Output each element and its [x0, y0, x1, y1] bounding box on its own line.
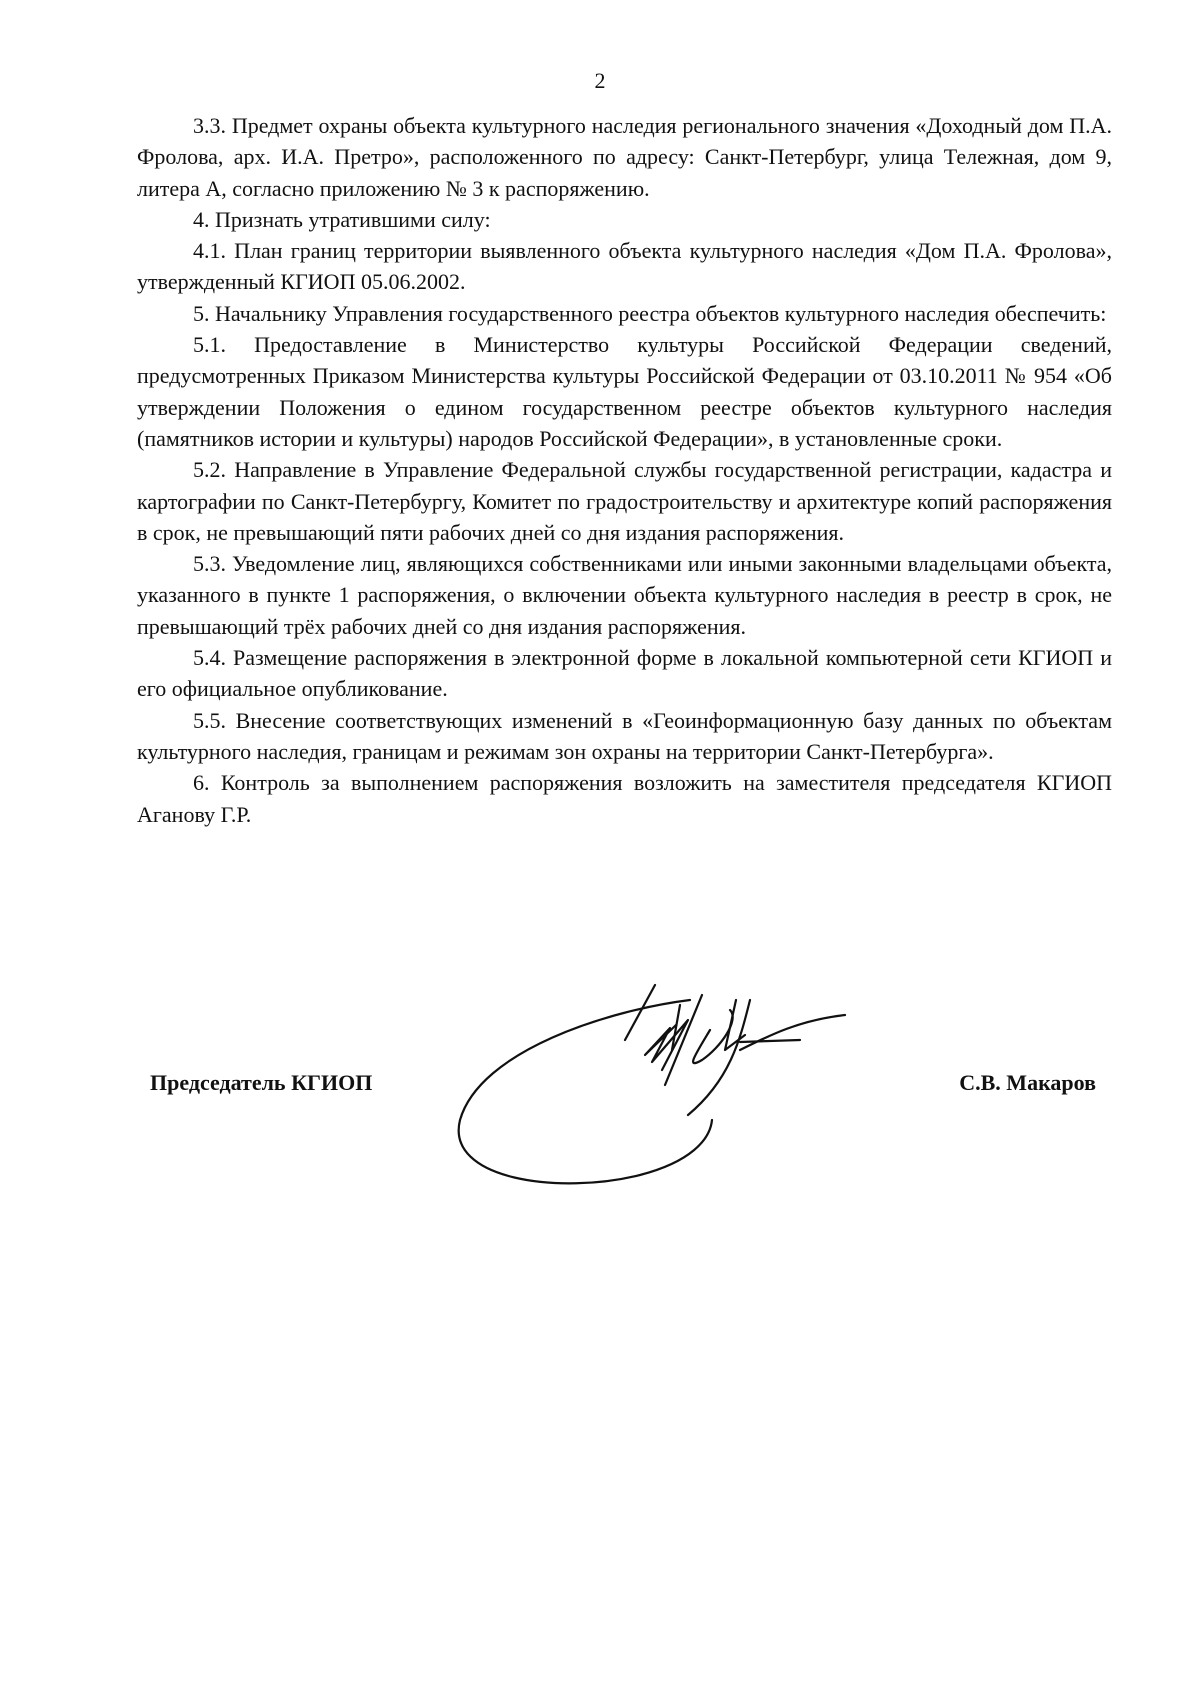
handwritten-signature-icon: [440, 980, 900, 1210]
paragraph-5-2: 5.2. Направление в Управление Федеральной службы государственной регистрации, кадастра и картографии по Санкт-Петербургу, Комитет по градостроительству и архитектуре копий распоряжения в срок, не превышающий пяти рабочих дней со дня издания распоряжения.: [137, 457, 1112, 545]
paragraph-5: 5. Начальнику Управления государственного реестра объектов культурного наследия обеспечить:: [193, 300, 1107, 326]
signer-name: С.В. Макаров: [959, 1070, 1096, 1095]
paragraph-5-5: 5.5. Внесение соответствующих изменений в «Геоинформационную базу данных по объектам культурного наследия, границам и режимам зон охраны на территории Санкт-Петербурга».: [137, 707, 1112, 764]
paragraph-4: 4. Признать утратившими силу:: [193, 206, 491, 232]
page-number: 2: [594, 68, 606, 93]
document-body: [137, 110, 1112, 830]
signer-position: Председатель КГИОП: [150, 1070, 373, 1095]
paragraph-3-3: 3.3. Предмет охраны объекта культурного наследия регионального значения «Доходный дом П.А. Фролова, арх. И.А. Претро», расположенного по адресу: Санкт-Петербург, улица Тележная, дом 9, литера А, согласно приложению № 3 к распоряжению.: [137, 113, 1112, 201]
paragraph-4-1: 4.1. План границ территории выявленного объекта культурного наследия «Дом П.А. Фролова», утвержденный КГИОП 05.06.2002.: [137, 238, 1112, 295]
paragraph-6: 6. Контроль за выполнением распоряжения возложить на заместителя председателя КГИОП Аганову Г.Р.: [137, 770, 1112, 827]
paragraph-5-1: 5.1. Предоставление в Министерство культуры Российской Федерации сведений, предусмотренных Приказом Министерства культуры Российской Федерации от 03.10.2011 № 954 «Об утверждении Положения о едином государственном реестре объектов культурного наследия (памятников истории и культуры) народов Российской Федерации», в установленные сроки.: [137, 332, 1112, 451]
paragraph-5-4: 5.4. Размещение распоряжения в электронной форме в локальной компьютерной сети КГИОП и его официальное опубликование.: [137, 645, 1112, 702]
paragraph-5-3: 5.3. Уведомление лиц, являющихся собственниками или иными законными владельцами объекта, указанного в пункте 1 распоряжения, о включении объекта культурного наследия в реестр в срок, не превышающий трёх рабочих дней со дня издания распоряжения.: [137, 551, 1112, 639]
